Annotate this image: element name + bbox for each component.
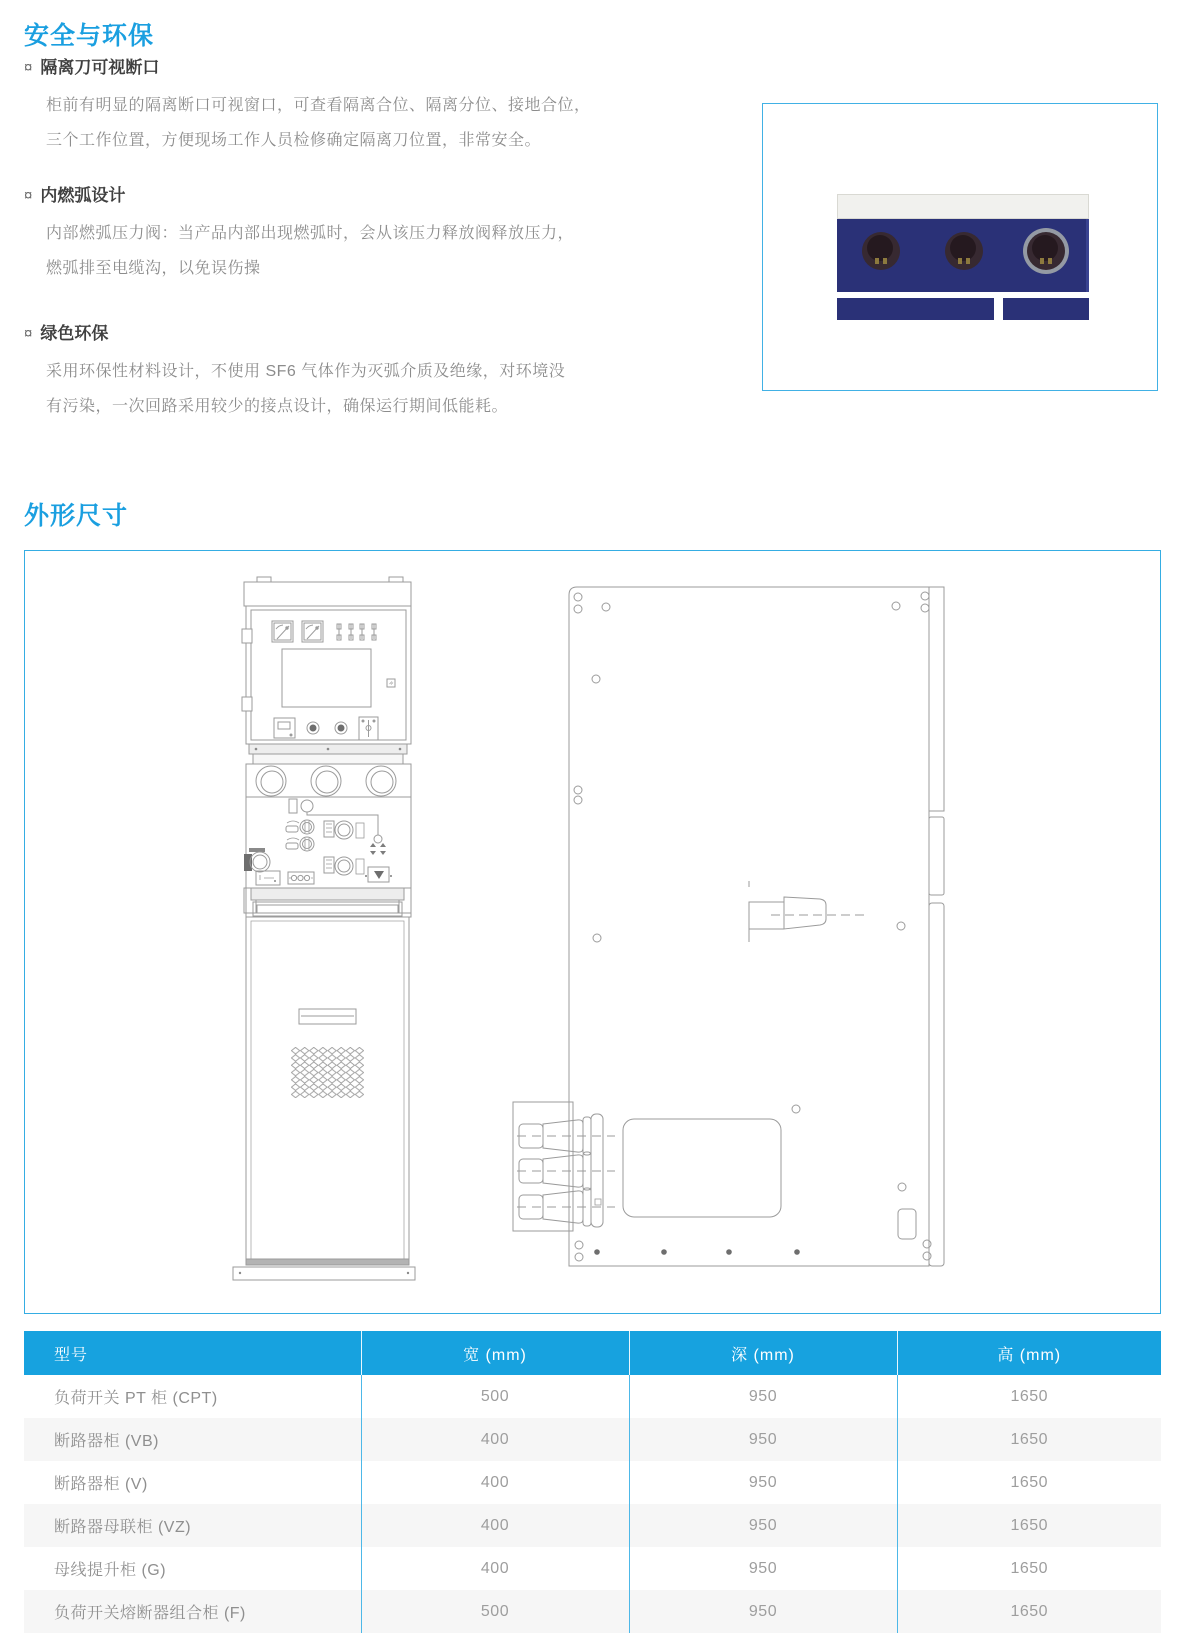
- section-title-dimensions: 外形尺寸: [24, 502, 129, 530]
- cell-depth: 950: [629, 1504, 897, 1547]
- feature-line: 燃弧排至电缆沟，以免误伤操: [46, 260, 261, 277]
- cable-compartment-outline: [623, 1119, 781, 1217]
- cell-height: 1650: [897, 1590, 1161, 1633]
- panel-meter-icon: [302, 621, 323, 642]
- feature-title-text: 绿色环保: [40, 324, 109, 343]
- feature-line: 有污染，一次回路采用较少的接点设计，确保运行期间低能耗。: [46, 398, 509, 415]
- cell-model: 断路器母联柜 (VZ): [24, 1504, 361, 1547]
- photo-lower-strip: [837, 298, 994, 320]
- feature-item-eco-friendly: [24, 322, 694, 424]
- col-header-width: 宽 (mm): [361, 1331, 629, 1375]
- control-box-icon: [274, 718, 295, 738]
- cell-model: 母线提升柜 (G): [54, 1562, 167, 1579]
- feature-title: [24, 56, 694, 80]
- cell-height: 1650: [897, 1547, 1161, 1590]
- feature-title-text: 内燃弧设计: [40, 186, 126, 205]
- front-view-drawing: [233, 577, 415, 1280]
- photo-navy-panel: [837, 219, 1089, 292]
- cell-height: 1650: [897, 1418, 1161, 1461]
- feature-line: 柜前有明显的隔离断口可视窗口，可查看隔离合位、隔离分位、接地合位，: [46, 97, 591, 114]
- cell-width: 500: [361, 1375, 629, 1418]
- ventilation-grille: [291, 1047, 364, 1098]
- bullet-icon: ¤: [24, 325, 33, 342]
- dimension-drawing-box: [24, 550, 1161, 1314]
- table-row: [24, 1590, 1161, 1633]
- cell-height: 1650: [897, 1504, 1161, 1547]
- feature-item-internal-arc: [24, 184, 694, 286]
- table-header-row: [24, 1331, 1161, 1375]
- feature-line: 三个工作位置，方便现场工作人员检修确定隔离刀位置，非常安全。: [46, 132, 542, 149]
- feature-line: 内部燃弧压力阀：当产品内部出现燃弧时，会从该压力释放阀释放压力，: [46, 225, 575, 242]
- protection-display: [282, 649, 371, 707]
- cell-model: 负荷开关 PT 柜 (CPT): [54, 1390, 218, 1407]
- cell-depth: 950: [629, 1547, 897, 1590]
- cell-model: 断路器柜 (V): [54, 1476, 148, 1493]
- feature-paragraph: [46, 354, 694, 424]
- cell-model: 断路器柜 (VB): [24, 1418, 361, 1461]
- viewing-window: [862, 232, 900, 270]
- cell-depth: 950: [629, 1590, 897, 1633]
- feature-item-visible-break: [24, 56, 694, 158]
- cell-depth: 950: [629, 1418, 897, 1461]
- cable-door-drawing: [233, 917, 415, 1280]
- cell-width: 400: [361, 1461, 629, 1504]
- side-view-drawing: [513, 587, 944, 1266]
- cell-height: 1650: [897, 1375, 1161, 1418]
- table-row: [24, 1418, 1161, 1461]
- panel-meter-icon: [272, 621, 293, 642]
- col-header-depth: 深 (mm): [629, 1331, 897, 1375]
- cable-terminals-drawing: [513, 1102, 615, 1231]
- bullet-icon: ¤: [24, 59, 33, 76]
- dimension-spec-table: [24, 1331, 1161, 1633]
- table-row: [24, 1547, 1161, 1590]
- feature-title-text: 隔离刀可视断口: [40, 58, 160, 77]
- cell-depth: 950: [629, 1375, 897, 1418]
- cell-width: 400: [361, 1547, 629, 1590]
- col-header-height: 高 (mm): [897, 1331, 1161, 1375]
- feature-title: [24, 322, 694, 346]
- feature-paragraph: [46, 216, 694, 286]
- busbar-bushing-drawing: [749, 881, 868, 942]
- table-row: [24, 1504, 1161, 1547]
- cell-width: 500: [361, 1590, 629, 1633]
- mechanism-panel-drawing: [244, 799, 392, 885]
- section-title-safety: 安全与环保: [24, 22, 155, 50]
- cell-depth: 950: [629, 1461, 897, 1504]
- photo-lower-strip: [1003, 298, 1089, 320]
- cell-height: 1650: [897, 1461, 1161, 1504]
- selector-switch-icon: [359, 717, 378, 740]
- table-row: [24, 1461, 1161, 1504]
- cabinet-line-drawing: [25, 551, 1160, 1313]
- indicator-lamps-icon: [337, 624, 376, 640]
- feature-paragraph: [46, 88, 694, 158]
- cell-width: 400: [361, 1418, 629, 1461]
- cell-model: 负荷开关熔断器组合柜 (F): [24, 1590, 361, 1633]
- table-row: [24, 1375, 1161, 1418]
- mounting-holes: [574, 592, 931, 1261]
- viewing-windows-drawing: [246, 766, 411, 797]
- photo-top-cover: [837, 194, 1089, 219]
- bullet-icon: ¤: [24, 187, 33, 204]
- feature-line: 采用环保性材料设计，不使用 SF6 气体作为灭弧介质及绝缘，对环境没: [46, 363, 566, 380]
- feature-title: [24, 184, 694, 208]
- safety-feature-list: [24, 56, 694, 450]
- cell-width: 400: [361, 1504, 629, 1547]
- pressure-relief-photo: [762, 103, 1158, 391]
- viewing-window: [945, 232, 983, 270]
- viewing-window: [1027, 232, 1065, 270]
- col-header-model: 型号: [24, 1331, 361, 1375]
